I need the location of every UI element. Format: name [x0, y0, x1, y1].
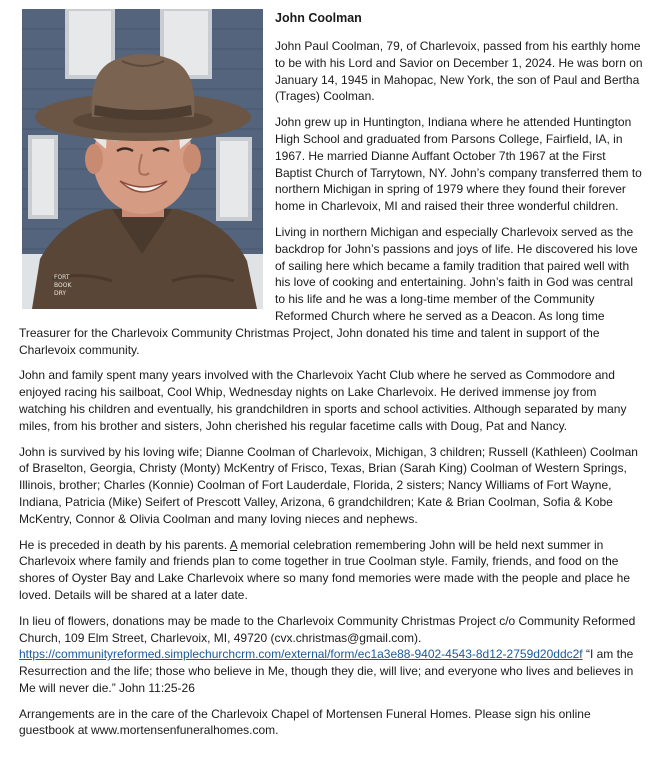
svg-text:BOOK: BOOK	[54, 282, 72, 289]
photo-float-spacer	[19, 38, 275, 316]
donation-link[interactable]: https://communityreformed.simplechurchcrm.com/external/form/ec1a3e88-9402-4543-8d12-2759d20ddc2f	[19, 647, 583, 662]
memorial-text-start: He is preceded in death by his parents.	[19, 537, 230, 552]
obituary-title: John Coolman	[275, 11, 362, 25]
paragraph-yacht-club: John and family spent many years involved with the Charlevoix Yacht Club where he served as Commodore and enjoyed racing his sailboat, Cool Whip, Wednesday nights on Lake Charlevoix. He derived immense joy from watching his children and eventually, his grandchildren in sports and school activities. Although separated by many miles, from his brother and sisters, John cherished his regular facetime calls with Doug, Pat and Nancy.	[19, 368, 627, 433]
memorial-underlined-a: A	[229, 537, 238, 552]
memorial-text-rest: memorial celebration remembering John will be held next summer in Charlevoix where family and friends plan to come together in true Coolman style. Family, friends, and food on the shores of Oyster Bay and Lake Charlevoix where so many fond memories were made with the people and place he loved. Details will be shared at a later date.	[19, 537, 630, 602]
paragraph-memorial	[19, 537, 645, 604]
paragraph-survivors: John is survived by his loving wife; Dianne Coolman of Charlevoix, Michigan, 3 children; Russell (Kathleen) Coolman of Braselton, Georgia, Christy (Monty) McKentry of Frisco, Texas, Brian (Sarah King) Coolman of Western Springs, Illinois, brother; Charles (Konnie) Coolman of Fort Lauderdale, Florida, 2 sisters; Nancy Williams of Fort Wayne, Indiana, Patricia (Mike) Seifert of Prescott Valley, Arizona, 6 grandchildren; Kate & Brian Coolman, Sofia & Kobe McKentry, Connor & Olivia Coolman and many loving nieces and nephews.	[19, 444, 638, 526]
svg-text:DRY: DRY	[54, 290, 67, 297]
donations-text-start: In lieu of flowers, donations may be made to the Charlevoix Community Christmas Project c/o Community Reformed Church, 109 Elm Street, Charlevoix, MI, 49720 (cvx.christmas@gmail.com).	[19, 613, 636, 645]
paragraph-arrangements: Arrangements are in the care of the Charlevoix Chapel of Mortensen Funeral Homes. Please sign his online guestbook at www.mortensenfuneralhomes.com.	[19, 706, 591, 738]
svg-text:FORT: FORT	[54, 274, 70, 281]
paragraph-early-life: John grew up in Huntington, Indiana where he attended Huntington High School and graduated from Parsons College, Fairfield, IA, in 1967. He married Dianne Auffant October 7th 1967 at the First Baptist Church of Tarrytown, NY. John’s company transferred them to northern Michigan in spring of 1979 where they found their forever home in Charlevoix, MI and raised their three wonderful children.	[275, 115, 642, 214]
obituary-body	[19, 38, 645, 748]
paragraph-donations	[19, 613, 645, 697]
paragraph-charlevoix: Living in northern Michigan and especially Charlevoix served as the backdrop for John’s passions and joys of life. He discovered his love of sailing here which became a family tradition that paired well with his love of cooking and entertaining. John’s faith in God was central to his life and he was a long-time member of the Community Reformed Church where he served as a Deacon. As long time Treasurer for the Charlevoix Community Christmas Project, John donated his time and talent in support of the Charlevoix community.	[19, 224, 638, 357]
donations-scripture: “I am the Resurrection and the life; those who believe in Me, though they die, will live; and everyone who lives and believes in Me will never die.” John 11:25-26	[19, 647, 634, 695]
paragraph-birth: John Paul Coolman, 79, of Charlevoix, passed from his earthly home to be with his Lord and Savior on December 1, 2024. He was born on January 14, 1945 in Mahopac, New York, the son of Paul and Bertha (Trages) Coolman.	[275, 39, 643, 104]
